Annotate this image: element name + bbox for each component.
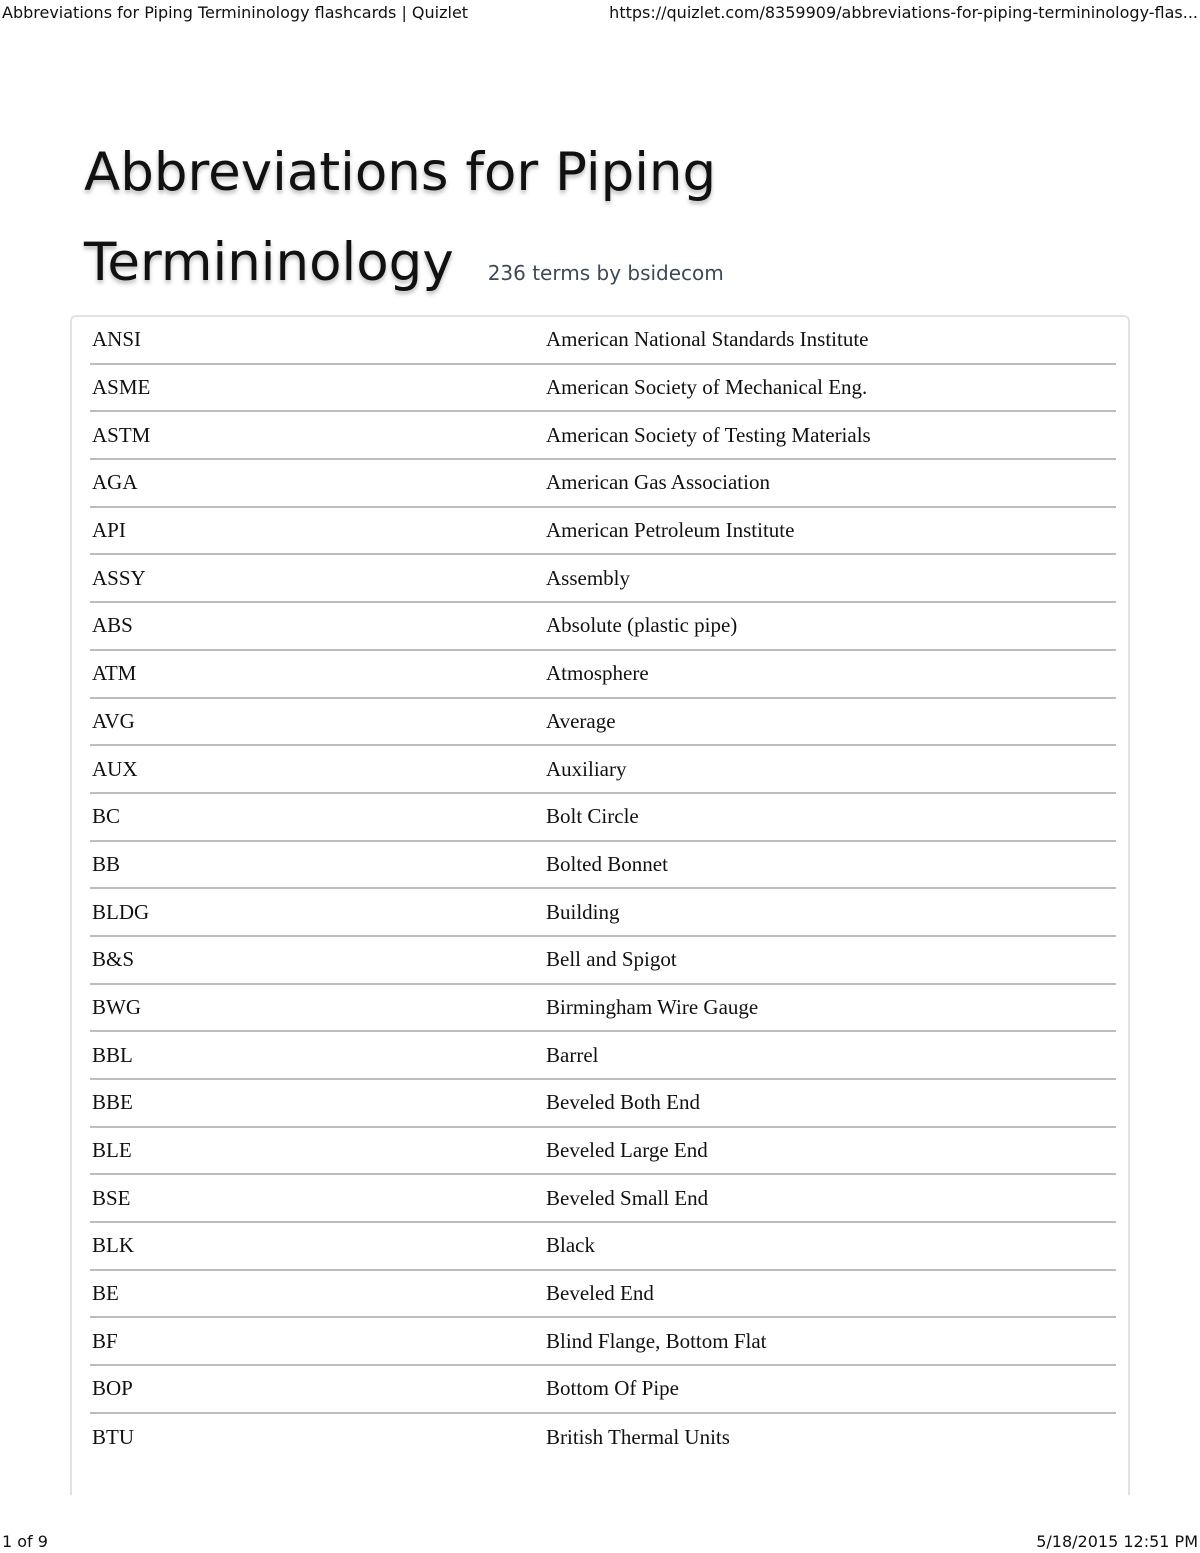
term-definition: Black [546,1233,595,1258]
term-word: BTU [92,1425,134,1450]
term-row [90,412,1116,460]
set-title [84,128,1084,318]
term-row [90,746,1116,794]
term-row [90,937,1116,985]
term-row [90,889,1116,937]
term-word: ANSI [92,327,142,352]
term-definition: Beveled Small End [546,1185,709,1210]
print-header-title: Abbreviations for Piping Termininology flashcards | Quizlet [2,3,469,22]
term-definition: Beveled Large End [546,1138,708,1163]
term-definition: Building [546,899,620,924]
term-definition: American Society of Mechanical Eng. [546,375,868,400]
term-row [90,1223,1116,1271]
term-word: BSE [92,1185,131,1210]
term-definition: American Society of Testing Materials [546,422,871,447]
term-word: BLDG [92,899,150,924]
term-definition: Absolute (plastic pipe) [546,613,738,638]
term-row [90,651,1116,699]
term-definition: Atmosphere [546,661,649,686]
term-word: AUX [92,756,138,781]
term-definition: Bottom Of Pipe [546,1376,680,1401]
set-title-line-2: Termininology [84,232,454,293]
set-title-line-1: Abbreviations for Piping [84,142,717,203]
term-row [90,1271,1116,1319]
term-row [90,365,1116,413]
term-word: ASME [92,375,151,400]
page-number: 1 of 9 [2,1532,48,1551]
term-word: BLK [92,1233,134,1258]
term-row [90,460,1116,508]
term-word: BBE [92,1090,133,1115]
term-word: ASSY [92,565,146,590]
term-word: BC [92,804,121,829]
term-word: AGA [92,470,138,495]
term-definition: Birmingham Wire Gauge [546,994,759,1019]
term-row [90,555,1116,603]
term-row [90,1032,1116,1080]
term-row [90,603,1116,651]
term-row [90,1318,1116,1366]
term-definition: American Gas Association [546,470,770,495]
term-word: BF [92,1328,118,1353]
term-word: BBL [92,1042,133,1067]
term-definition: American National Standards Institute [546,327,869,352]
term-row [90,1366,1116,1414]
term-row [90,1175,1116,1223]
term-definition: Assembly [546,565,630,590]
term-definition: British Thermal Units [546,1425,730,1450]
term-definition: Bolted Bonnet [546,851,668,876]
term-row [90,1080,1116,1128]
term-row [90,985,1116,1033]
print-datetime: 5/18/2015 12:51 PM [1036,1532,1198,1551]
print-header [2,3,1198,25]
term-word: ASTM [92,422,151,447]
term-definition: Bolt Circle [546,804,639,829]
term-row [90,317,1116,365]
term-word: API [92,518,126,543]
term-row [90,1414,1116,1462]
term-definition: Bell and Spigot [546,947,677,972]
set-meta: 236 terms by bsidecom [487,261,724,285]
term-definition: Beveled End [546,1281,654,1306]
term-definition: Blind Flange, Bottom Flat [546,1328,767,1353]
term-word: B&S [92,947,135,972]
term-definition: Beveled Both End [546,1090,700,1115]
term-definition: Auxiliary [546,756,627,781]
term-definition: American Petroleum Institute [546,518,795,543]
term-definition: Average [546,708,616,733]
term-word: ATM [92,661,137,686]
term-word: BWG [92,994,141,1019]
term-word: BLE [92,1138,132,1163]
term-row [90,699,1116,747]
term-row [90,1128,1116,1176]
term-word: BE [92,1281,119,1306]
term-definition: Barrel [546,1042,599,1067]
term-row [90,794,1116,842]
term-word: ABS [92,613,133,638]
term-word: BOP [92,1376,133,1401]
term-word: AVG [92,708,135,733]
term-row [90,842,1116,890]
term-row [90,508,1116,556]
set-title-line-2-wrapper [84,218,1084,318]
terms-list [90,317,1116,1462]
print-footer [2,1529,1198,1551]
print-header-url: https://quizlet.com/8359909/abbreviations-for-piping-termininology-flas... [609,3,1198,22]
term-word: BB [92,851,121,876]
